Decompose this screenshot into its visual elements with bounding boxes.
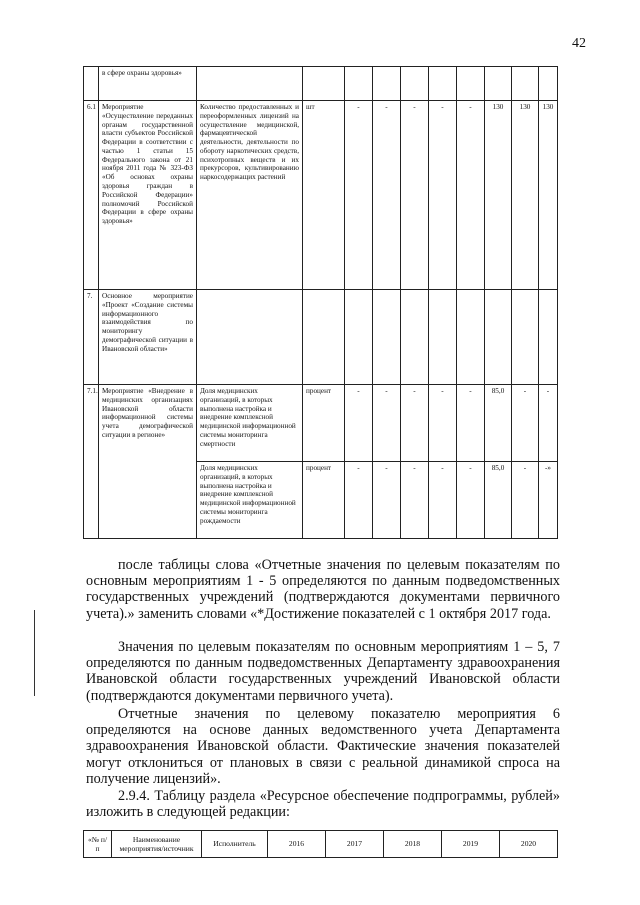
table-row (84, 385, 558, 462)
value-cell: 130 (485, 101, 512, 290)
header-cell: 2019 (442, 831, 500, 858)
event-cell: Основное мероприятие «Проект «Создание системы информационного взаимодействия по мониторингу демографической ситуации в Ивановской области» (99, 290, 197, 385)
indicators-table (83, 66, 558, 539)
header-cell: 2020 (500, 831, 558, 858)
value-cell: - (345, 101, 373, 290)
table-row (84, 101, 558, 290)
value-cell: - (457, 101, 485, 290)
value-cell: - (345, 385, 373, 462)
value-cell (457, 67, 485, 101)
value-cell (345, 67, 373, 101)
paragraph-text: Отчетные значения по целевому показателю мероприятия 6 определяются на основе данных ведомственного учета Департамента здравоохранения Ивановской области. Фактические значения показателей могут отклониться от плановых в связи с реальной динамикой спроса на получение лицензий». (86, 706, 560, 787)
unit-cell: процент (303, 385, 345, 462)
value-cell (539, 67, 558, 101)
unit-cell: шт (303, 101, 345, 290)
value-cell: 85,0 (485, 462, 512, 539)
paragraph (86, 788, 560, 820)
value-cell (345, 290, 373, 385)
value-cell (401, 290, 429, 385)
value-cell (429, 67, 457, 101)
value-cell (512, 290, 539, 385)
value-cell: - (512, 462, 539, 539)
value-cell: - (401, 462, 429, 539)
indicator-cell: Доля медицинских организаций, в которых выполнена настройка и внедрение комплексной медицинской информационной системы мониторинга смертности (197, 385, 303, 462)
event-cell: Мероприятие «Осуществление переданных органам государственной власти субъектов Российской Федерации в соответствии с частью 1 статьи 15 Федерального закона от 21 ноября 2011 года № 323-ФЗ «Об основах охраны здоровья граждан в Российской Федерации» полномочий Российской Федерации в сфере охраны здоровья» (99, 101, 197, 290)
value-cell: - (401, 101, 429, 290)
indicator-cell (197, 290, 303, 385)
paragraph (86, 639, 560, 704)
value-cell (429, 290, 457, 385)
row-number: 7. (84, 290, 99, 385)
header-cell: 2016 (268, 831, 326, 858)
value-cell: - (512, 385, 539, 462)
paragraph (86, 706, 560, 787)
value-cell: - (429, 101, 457, 290)
event-cell: в сфере охраны здоровья» (99, 67, 197, 101)
value-cell: 85,0 (485, 385, 512, 462)
paragraph-text: после таблицы слова «Отчетные значения по целевым показателям по основным мероприятиям 1 - 5 определяются по данным подведомственных государственных учреждений (подтверждаются документами первичного учета).» заменить словами «*Достижение показателей с 1 октября 2017 года. (86, 557, 560, 622)
value-cell: - (373, 101, 401, 290)
table-header-row (84, 831, 558, 858)
value-cell: - (429, 462, 457, 539)
value-cell (539, 290, 558, 385)
indicator-cell (197, 67, 303, 101)
value-cell (457, 290, 485, 385)
row-number (84, 67, 99, 101)
value-cell: -» (539, 462, 558, 539)
unit-cell (303, 67, 345, 101)
value-cell (512, 67, 539, 101)
paragraph-text: 2.9.4. Таблицу раздела «Ресурсное обеспечение подпрограммы, рублей» изложить в следующей редакции: (86, 788, 560, 821)
value-cell: 130 (539, 101, 558, 290)
header-cell: 2017 (326, 831, 384, 858)
value-cell (373, 67, 401, 101)
unit-cell (303, 290, 345, 385)
table-row (84, 290, 558, 385)
value-cell: - (373, 385, 401, 462)
indicator-cell: Количество предоставленных и переоформленных лицензий на осуществление медицинской, фармацевтической деятельности, деятельности по обороту наркотических средств, психотропных веществ и их прекурсоров, культивированию наркосодержащих растений (197, 101, 303, 290)
row-number: 6.1 (84, 101, 99, 290)
row-number: 7.1. (84, 385, 99, 539)
header-cell: Наименование мероприятия/источник (112, 831, 202, 858)
value-cell (485, 290, 512, 385)
value-cell: - (401, 385, 429, 462)
page-number: 42 (572, 36, 586, 51)
table-row (84, 67, 558, 101)
value-cell: - (345, 462, 373, 539)
header-cell: Исполнитель (202, 831, 268, 858)
unit-cell: процент (303, 462, 345, 539)
value-cell (401, 67, 429, 101)
header-cell: 2018 (384, 831, 442, 858)
value-cell (485, 67, 512, 101)
value-cell: - (429, 385, 457, 462)
value-cell: - (539, 385, 558, 462)
event-cell: Мероприятие «Внедрение в медицинских организациях Ивановской области информационной системы учета демографической ситуации в регионе» (99, 385, 197, 539)
paragraph-text: Значения по целевым показателям по основным мероприятиям 1 – 5, 7 определяются по данным подведомственных Департаменту здравоохранения Ивановской области государственных учреждений Ивановской области (подтверждаются документами первичного учета). (86, 639, 560, 704)
resource-table-header (83, 830, 558, 858)
value-cell: - (373, 462, 401, 539)
value-cell: - (457, 385, 485, 462)
indicator-cell: Доля медицинских организаций, в которых выполнена настройка и внедрение комплексной медицинской информационной системы мониторинга рождаемости (197, 462, 303, 539)
header-cell: «№ п/п (84, 831, 112, 858)
paragraph (86, 557, 560, 622)
value-cell (373, 290, 401, 385)
margin-line (34, 610, 35, 696)
value-cell: 130 (512, 101, 539, 290)
value-cell: - (457, 462, 485, 539)
